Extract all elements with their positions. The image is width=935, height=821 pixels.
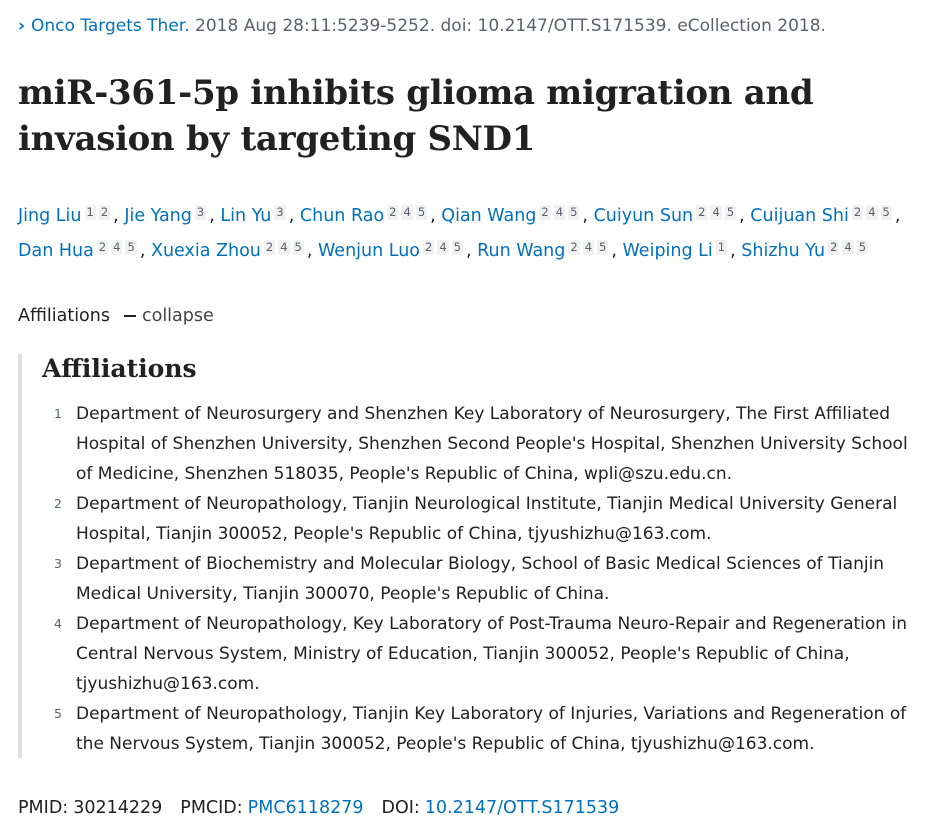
author-separator: , <box>288 206 295 226</box>
pmcid-link[interactable]: PMC6118279 <box>247 798 364 818</box>
article-page <box>18 14 923 818</box>
affiliation-ref[interactable]: 3 <box>276 205 284 219</box>
author-link[interactable]: Cuijuan Shi <box>750 206 849 226</box>
affiliation-text: Department of Neuropathology, Key Laboratory of Post-Trauma Neuro-Repair and Regeneration in Central Nervous System, Ministry of Education, Tianjin 300052, People's Republic of China, tjyushizhu@163.com. <box>76 614 907 694</box>
author-separator: , <box>730 241 736 261</box>
author-separator: , <box>306 241 313 261</box>
pmid-label: PMID: <box>18 798 69 818</box>
affiliation-ref[interactable]: 4 <box>403 205 411 219</box>
author-link[interactable]: Weiping Li <box>622 241 713 261</box>
affiliation-ref[interactable]: 4 <box>113 240 121 254</box>
author-link[interactable]: Shizhu Yu <box>741 241 826 261</box>
affiliation-number: 3 <box>54 556 62 571</box>
author-affiliation-refs <box>85 196 114 226</box>
author-separator: , <box>611 241 617 261</box>
affiliations-toggle[interactable] <box>18 303 214 329</box>
affiliation-ref[interactable]: 2 <box>570 240 578 254</box>
author-link[interactable]: Qian Wang <box>441 206 537 226</box>
affiliation-text: Department of Neuropathology, Tianjin Key Laboratory of Injuries, Variations and Regeneration of the Nervous System, Tianjin 300052, People's Republic of China, tjyushizhu@163.com. <box>76 704 907 754</box>
doi-label: DOI: <box>381 798 420 818</box>
affiliation-ref[interactable]: 5 <box>599 240 607 254</box>
affiliation-ref[interactable]: 2 <box>98 240 107 254</box>
author-link[interactable]: Xuexia Zhou <box>150 241 261 261</box>
affiliation-ref[interactable]: 1 <box>86 205 94 219</box>
affiliation-ref[interactable]: 2 <box>541 205 549 219</box>
affiliation-item <box>50 399 925 489</box>
doi-link[interactable]: 10.2147/OTT.S171539 <box>424 798 620 818</box>
affiliation-text: Department of Neurosurgery and Shenzhen Key Laboratory of Neurosurgery, The First Affiliated Hospital of Shenzhen University, Shenzhen Second People's Hospital, Shenzhen University School of Medicine, Shenzhen 518035, People's Republic of China, wpli@szu.edu.cn. <box>76 404 908 484</box>
affiliation-ref[interactable]: 5 <box>726 205 735 219</box>
affiliation-item <box>50 609 925 699</box>
affiliation-ref[interactable]: 2 <box>389 205 397 219</box>
affiliation-text: Department of Neuropathology, Tianjin Neurological Institute, Tianjin Medical University General Hospital, Tianjin 300052, People's Republic of China, tjyushizhu@163.com. <box>76 494 898 544</box>
pmid-value: 30214229 <box>73 798 163 818</box>
affiliation-ref[interactable]: 5 <box>294 240 302 254</box>
affiliation-number: 2 <box>54 496 62 511</box>
affiliation-ref[interactable]: 3 <box>196 205 205 219</box>
affiliation-ref[interactable]: 5 <box>858 240 867 254</box>
affiliation-ref[interactable]: 2 <box>830 240 838 254</box>
affiliation-ref[interactable]: 5 <box>453 240 461 254</box>
author-link[interactable]: Lin Yu <box>220 206 272 226</box>
affiliation-number: 5 <box>54 706 62 721</box>
author-separator: , <box>894 206 901 226</box>
author-affiliation-refs <box>97 231 140 261</box>
author-link[interactable]: Jie Yang <box>124 206 192 226</box>
author-separator: , <box>739 206 745 226</box>
affiliation-ref[interactable]: 4 <box>584 240 593 254</box>
affiliation-ref[interactable]: 2 <box>853 205 862 219</box>
minus-icon <box>124 315 136 317</box>
affiliation-ref[interactable]: 5 <box>417 205 426 219</box>
citation-line <box>18 14 923 38</box>
author-separator: , <box>113 206 119 226</box>
author-link[interactable]: Wenjun Luo <box>318 241 421 261</box>
author-separator: , <box>139 241 146 261</box>
affiliation-ref[interactable]: 4 <box>844 240 852 254</box>
affiliations-panel <box>18 354 927 758</box>
author-affiliation-refs <box>852 196 895 226</box>
author-link[interactable]: Dan Hua <box>18 241 94 261</box>
author-affiliation-refs <box>828 231 871 261</box>
citation-details: 2018 Aug 28:11:5239-5252. doi: 10.2147/OTT.S171539. eCollection 2018. <box>195 16 826 36</box>
author-affiliation-refs <box>195 196 209 226</box>
author-affiliation-refs <box>716 231 730 261</box>
affiliation-ref[interactable]: 2 <box>425 240 433 254</box>
affiliations-list <box>50 399 925 759</box>
author-affiliation-refs <box>568 231 611 261</box>
author-link[interactable]: Cuiyun Sun <box>593 206 694 226</box>
affiliation-ref[interactable]: 4 <box>555 205 564 219</box>
affiliation-ref[interactable]: 5 <box>570 205 578 219</box>
affiliation-item <box>50 489 925 549</box>
collapse-button[interactable]: collapse <box>141 306 214 326</box>
affiliation-item <box>50 549 925 609</box>
affiliation-text: Department of Biochemistry and Molecular Biology, School of Basic Medical Sciences of Tianjin Medical University, Tianjin 300070, People's Republic of China. <box>76 554 885 604</box>
affiliation-ref[interactable]: 4 <box>868 205 876 219</box>
author-separator: , <box>209 206 215 226</box>
author-affiliation-refs <box>423 231 466 261</box>
author-separator: , <box>582 206 588 226</box>
affiliation-ref[interactable]: 2 <box>100 205 109 219</box>
article-identifiers <box>18 795 619 821</box>
author-list <box>18 196 923 266</box>
author-affiliation-refs <box>387 196 430 226</box>
affiliation-ref[interactable]: 4 <box>439 240 447 254</box>
author-affiliation-refs <box>274 196 288 226</box>
affiliation-item <box>50 699 925 759</box>
article-title: miR-361-5p inhibits glioma migration and invasion by targeting SND1 <box>18 73 814 159</box>
affiliation-ref[interactable]: 4 <box>280 240 288 254</box>
chevron-right-icon[interactable]: › <box>18 16 26 36</box>
affiliation-ref[interactable]: 5 <box>882 205 890 219</box>
affiliation-number: 1 <box>54 406 62 421</box>
author-affiliation-refs <box>264 231 307 261</box>
author-link[interactable]: Chun Rao <box>299 206 385 226</box>
author-separator: , <box>466 241 472 261</box>
affiliation-ref[interactable]: 2 <box>698 205 706 219</box>
affiliation-ref[interactable]: 2 <box>265 240 274 254</box>
affiliation-number: 4 <box>54 616 62 631</box>
journal-link[interactable]: Onco Targets Ther. <box>31 16 190 36</box>
pmcid-label: PMCID: <box>180 798 243 818</box>
author-affiliation-refs <box>696 196 739 226</box>
author-link[interactable]: Jing Liu <box>18 206 82 226</box>
affiliations-toggle-label: Affiliations <box>18 306 110 326</box>
affiliation-ref[interactable]: 4 <box>712 205 720 219</box>
affiliation-ref[interactable]: 1 <box>717 240 726 254</box>
author-separator: , <box>430 206 436 226</box>
affiliation-ref[interactable]: 5 <box>127 240 135 254</box>
affiliations-heading: Affiliations <box>42 354 197 383</box>
author-affiliation-refs <box>539 196 582 226</box>
author-link[interactable]: Run Wang <box>477 241 566 261</box>
